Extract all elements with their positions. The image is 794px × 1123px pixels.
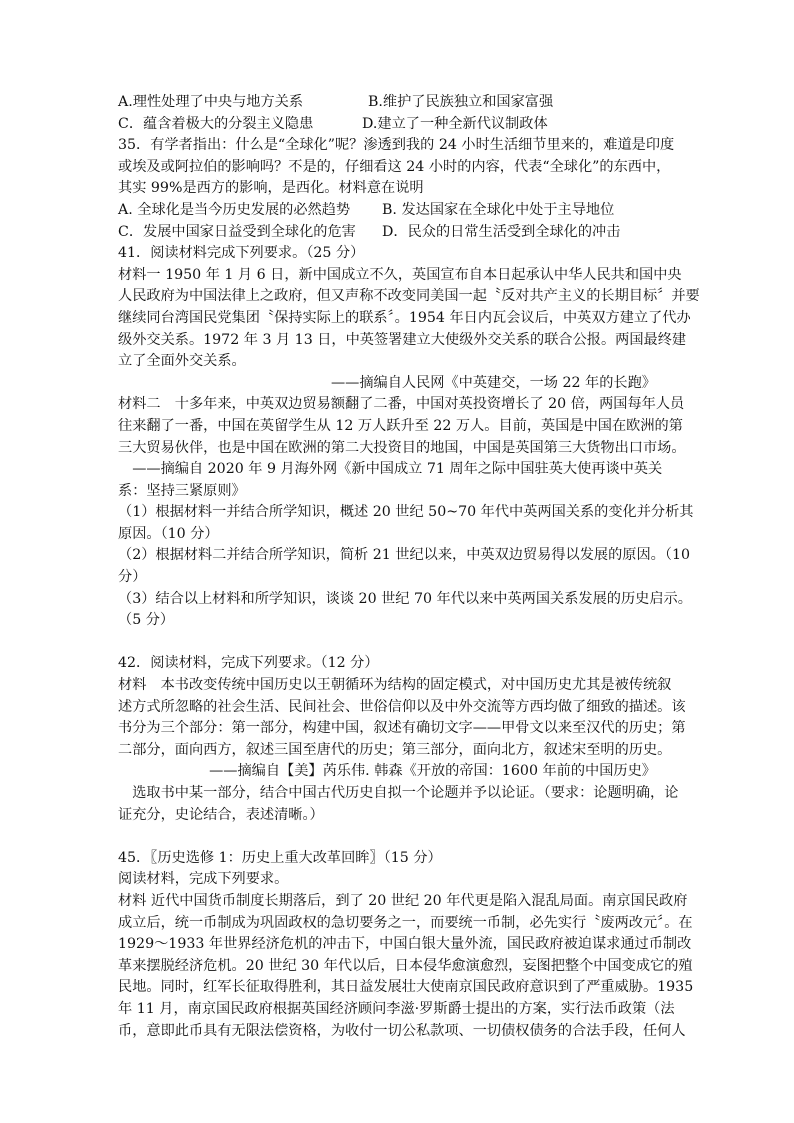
q35-option-c: C．发展中国家日益受到全球化的危害 (118, 223, 356, 240)
q35-options-row-1 (118, 200, 678, 222)
q41-material-2-line: 材料二 十多年来，中英双边贸易额翻了二番，中国对英投资增长了 20 倍，两国每年人员 (118, 396, 685, 413)
q45-title: 45．〖历史选修 1：历史上重大改革回眸〗（15 分） (118, 849, 442, 866)
q45-instruction: 阅读材料，完成下列要求。 (118, 871, 289, 888)
q34-option-b: B.维护了民族独立和国家富强 (368, 94, 554, 110)
q41-question-line: （2）根据材料二并结合所学知识，简析 21 世纪以来，中英双边贸易得以发展的原因。（10 (118, 547, 690, 564)
q41-question-line: （1）根据材料一并结合所学知识，概述 20 世纪 50~70 年代中英两国关系的变化并分析其 (118, 504, 694, 521)
q35-stem-line: 其实 99%是西方的影响，是西化。材料意在说明 (118, 180, 424, 197)
q41-material-1-line: 继续同台湾国民党集团〝保持实际上的联系〞。1954 年日内瓦会议后，中英双方建立了代办 (118, 309, 691, 326)
q41-question-line: 分） (118, 569, 147, 586)
q34-options-row-1 (118, 92, 678, 114)
spacer (118, 632, 678, 654)
q45-material-line: 民地。同时，红军长征取得胜利，其日益发展壮大使南京国民政府意识到了严重威胁。1935 (118, 979, 694, 996)
q41-question-line: （5 分） (118, 612, 175, 629)
q35-stem-line: 或埃及或阿拉伯的影响吗？不是的，仔细看这 24 小时的内容，代表“全球化”的东西中， (118, 158, 671, 175)
spacer (118, 826, 678, 848)
q45-material-line: 革来摆脱经济危机。20 世纪 30 年代以后，日本侵华愈演愈烈，妄图把整个中国变成它的殖 (118, 957, 693, 974)
q41-material-2-line: 往来翻了一番，中国在英留学生从 12 万人跃升至 22 万人。目前，英国是中国在欧洲的第 (118, 417, 683, 434)
exam-page (118, 92, 700, 1042)
q41-material-2-source: 系：坚持三紧原则》 (118, 482, 246, 499)
q42-material-line: 二部分，面向西方，叙述三国至唐代的历史；第三部分，面向北方，叙述宋至明的历史。 (118, 741, 672, 758)
q45-material-line: 币，意即此币具有无限法偿资格，为收付一切公私款项、一切债权债务的合法手段，任何人 (118, 1022, 686, 1039)
q41-material-2-source: ——摘编自 2020 年 9 月海外网《新中国成立 71 周年之际中国驻英大使再谈中英关 (118, 461, 663, 478)
q35-option-d: D．民众的日常生活受到全球化的冲击 (382, 223, 621, 240)
q35-stem-line: 35．有学者指出：什么是“全球化”呢？渗透到我的 24 小时生活细节里来的，难道是印度 (118, 137, 675, 154)
q42-material-line: 述方式所忽略的社会生活、民间社会、世俗信仰以及中外交流等方西均做了细致的描述。该 (118, 698, 686, 715)
q45-material-line: 成立后，统一币制成为巩固政权的急切要务之一，而要统一币制，必先实行〝废两改元〞。在 (118, 914, 693, 931)
q41-material-1-line: 人民政府为中国法律上之政府，但又声称不改变同美国一起〝反对共产主义的长期目标〞并要 (118, 288, 700, 305)
q34-option-a: A.理性处理了中央与地方关系 (118, 94, 304, 110)
q41-material-1-line: 立了全面外交关系。 (118, 353, 246, 370)
q41-question-line: （3）结合以上材料和所学知识，谈谈 20 世纪 70 年代以来中英两国关系发展的历史启示。 (118, 590, 692, 607)
q41-question-line: 原因。（10 分） (118, 525, 219, 542)
q42-material-line: 材料 本书改变传统中国历史以王朝循环为结构的固定模式，对中国历史尤其是被传统叙 (118, 677, 672, 694)
q41-material-1-line: 级外交关系。1972 年 3 月 13 日，中英签署建立大使级外交关系的联合公报。两国最终建 (118, 331, 687, 348)
q42-task-line: 选取书中某一部分，结合中国古代历史自拟一个论题并予以论证。（要求：论题明确，论 (118, 785, 679, 801)
q42-material-line: 书分为三个部分：第一部分，构建中国，叙述有确切文字——甲骨文以来至汉代的历史；第 (118, 720, 686, 737)
q45-material-line: 材料 近代中国货币制度长期落后，到了 20 世纪 20 年代更是陷入混乱局面。南京国民政府 (118, 892, 688, 909)
q41-material-1-line: 材料一 1950 年 1 月 6 日，新中国成立不久，英国宣布自本日起承认中华人民共和国中央 (118, 266, 682, 283)
q41-material-2-line: 三大贸易伙伴，也是中国在欧洲的第二大投资目的地国，中国是英国第三大货物出口市场。 (118, 439, 686, 456)
q34-option-c: C．蕴含着极大的分裂主义隐患 (118, 115, 314, 132)
q35-options-row-2 (118, 222, 678, 244)
q35-option-a: A. 全球化是当今历史发展的必然趋势 (118, 201, 351, 218)
q34-option-d: D.建立了一种全新代议制政体 (362, 115, 548, 132)
q34-options-row-2 (118, 114, 678, 136)
q42-source: ——摘编自【美】芮乐伟. 韩森《开放的帝国：1600 年前的中国历史》 (209, 763, 656, 780)
q35-option-b: B. 发达国家在全球化中处于主导地位 (382, 201, 615, 218)
q42-title: 42．阅读材料，完成下列要求。（12 分） (118, 655, 379, 672)
q45-material-line: 1929～1933 年世界经济危机的冲击下，中国白银大量外流，国民政府被迫谋求通过币制改 (118, 936, 692, 953)
q41-material-1-source: ——摘编自人民网《中英建交，一场 22 年的长跑》 (330, 374, 656, 391)
q42-task-line: 证充分，史论结合，表述清晰。） (118, 806, 324, 823)
q41-title: 41．阅读材料完成下列要求。（25 分） (118, 245, 365, 262)
q45-material-line: 年 11 月，南京国民政府根据英国经济顾问李滋·罗斯爵士提出的方案，实行法币政策（法 (118, 1000, 675, 1017)
